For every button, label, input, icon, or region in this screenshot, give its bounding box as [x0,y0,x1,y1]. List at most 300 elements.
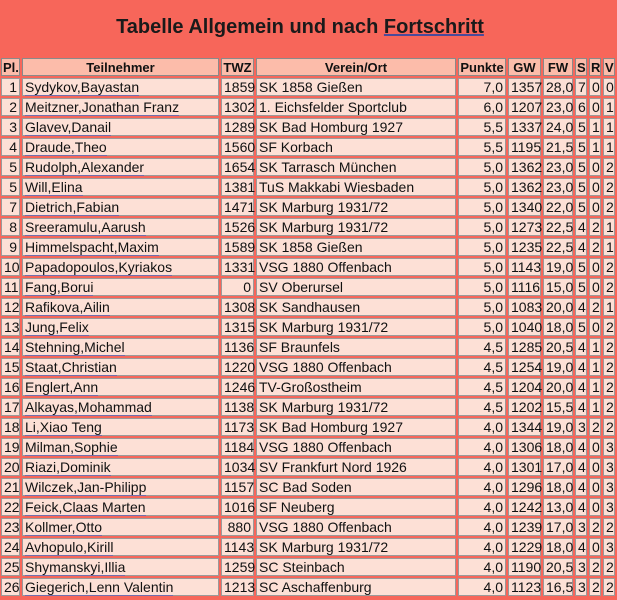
table-cell: SC Steinbach [256,558,456,576]
table-row [1,398,615,416]
table-cell: 0 [589,158,601,176]
table-cell: 4 [1,138,20,156]
table-cell: 22,5 [543,218,573,236]
table-cell: 25 [1,558,20,576]
table-cell: 1 [589,358,601,376]
player-name-cell [22,498,219,516]
table-cell: 1 [589,338,601,356]
player-name-cell [22,478,219,496]
table-cell: 10 [1,258,20,276]
table-cell: 4 [575,358,587,376]
table-cell: 4,0 [458,498,506,516]
table-cell: 2 [589,558,601,576]
table-cell: 1083 [508,298,541,316]
table-cell: 1471 [221,198,254,216]
table-cell: 12 [1,298,20,316]
table-cell: 16,5 [543,578,573,596]
player-name-cell [22,578,219,596]
table-cell: 22 [1,498,20,516]
column-header: Teilnehmer [22,58,219,76]
table-cell: 0 [589,538,601,556]
player-name-cell [22,158,219,176]
table-cell: 4 [575,338,587,356]
table-cell: 4 [575,298,587,316]
table-row [1,178,615,196]
table-cell: 5 [1,178,20,196]
table-cell: SK Marburg 1931/72 [256,198,456,216]
table-cell: 1306 [508,438,541,456]
table-cell: 0 [589,78,601,96]
table-cell: 0 [589,178,601,196]
table-cell: 1136 [221,338,254,356]
table-cell: 3 [575,578,587,596]
table-cell: SF Braunfels [256,338,456,356]
table-cell: 1 [603,238,615,256]
player-name-link[interactable]: Rudolph,Alexander [25,159,145,175]
table-cell: 2 [1,98,20,116]
table-row [1,478,615,496]
table-cell: 1589 [221,238,254,256]
table-cell: 2 [603,158,615,176]
table-cell: 3 [1,118,20,136]
table-cell: 4 [575,538,587,556]
player-name-link[interactable]: Shymanskyi,Illia [25,559,126,575]
table-cell: 4 [575,378,587,396]
player-name-link[interactable]: Kollmer,Otto [25,519,103,535]
table-cell: 4,0 [458,458,506,476]
table-row [1,258,615,276]
table-cell: 0 [589,258,601,276]
table-cell: 4 [575,458,587,476]
table-cell: 0 [221,278,254,296]
table-cell: 1654 [221,158,254,176]
table-cell: SK Sandhausen [256,298,456,316]
table-cell: 1 [589,118,601,136]
table-cell: 1285 [508,338,541,356]
table-cell: 15,5 [543,398,573,416]
table-cell: 4,5 [458,378,506,396]
table-cell: 20 [1,458,20,476]
table-cell: 4 [575,218,587,236]
table-cell: 9 [1,238,20,256]
table-cell: 1207 [508,98,541,116]
table-cell: 1 [603,98,615,116]
table-cell: 1344 [508,418,541,436]
table-row [1,238,615,256]
table-cell: 11 [1,278,20,296]
table-row [1,78,615,96]
player-name-cell [22,458,219,476]
table-cell: 5,0 [458,278,506,296]
table-cell: SK Bad Homburg 1927 [256,418,456,436]
table-cell: 1296 [508,478,541,496]
table-cell: 1204 [508,378,541,396]
table-cell: 22,5 [543,238,573,256]
player-name-link[interactable]: Fang,Borui [25,279,94,295]
table-cell: 2 [603,258,615,276]
table-cell: 23 [1,518,20,536]
player-name-link[interactable]: Englert,Ann [25,379,99,395]
table-cell: 5,5 [458,138,506,156]
table-cell: 0 [589,98,601,116]
table-cell: 4,0 [458,558,506,576]
table-cell: 1235 [508,238,541,256]
table-cell: 5 [575,198,587,216]
table-cell: 4,0 [458,538,506,556]
table-cell: 2 [603,398,615,416]
table-cell: 880 [221,518,254,536]
table-cell: 5 [1,158,20,176]
table-cell: 4,5 [458,398,506,416]
player-name-cell [22,258,219,276]
table-cell: 5,5 [458,118,506,136]
table-cell: SV Frankfurt Nord 1926 [256,458,456,476]
column-header: FW [543,58,573,76]
table-cell: 1337 [508,118,541,136]
table-cell: SC Bad Soden [256,478,456,496]
table-cell: 1340 [508,198,541,216]
table-cell: 3 [603,458,615,476]
table-cell: 1190 [508,558,541,576]
table-row [1,378,615,396]
player-name-link[interactable]: Sydykov,Bayastan [25,79,140,95]
table-cell: SF Korbach [256,138,456,156]
table-cell: 1143 [508,258,541,276]
column-header: Punkte [458,58,506,76]
player-name-cell [22,418,219,436]
table-cell: 2 [603,418,615,436]
table-cell: 0 [589,498,601,516]
table-cell: 13,0 [543,498,573,516]
table-row [1,98,615,116]
table-row [1,318,615,336]
table-cell: 0 [589,458,601,476]
table-cell: 1 [603,138,615,156]
table-cell: 1362 [508,178,541,196]
table-header-row [1,58,615,76]
table-cell: 18,0 [543,478,573,496]
table-cell: 5,0 [458,258,506,276]
player-name-cell [22,518,219,536]
table-row [1,198,615,216]
table-row [1,438,615,456]
table-cell: 5 [575,158,587,176]
table-row [1,278,615,296]
player-name-cell [22,298,219,316]
table-cell: 2 [603,278,615,296]
table-cell: 1195 [508,138,541,156]
table-cell: 4,0 [458,418,506,436]
page-title [0,0,600,54]
table-cell: 1. Eichsfelder Sportclub [256,98,456,116]
table-cell: 3 [603,538,615,556]
table-cell: 1016 [221,498,254,516]
table-cell: 2 [589,578,601,596]
table-cell: TuS Makkabi Wiesbaden [256,178,456,196]
table-cell: 19,0 [543,418,573,436]
fortschritt-link[interactable]: Fortschritt [383,16,484,38]
table-cell: 18 [1,418,20,436]
table-cell: 4 [575,398,587,416]
table-cell: 5,0 [458,218,506,236]
player-name-cell [22,398,219,416]
table-cell: 1034 [221,458,254,476]
player-name-cell [22,238,219,256]
table-cell: SC Aschaffenburg [256,578,456,596]
table-cell: 21,5 [543,138,573,156]
player-name-cell [22,338,219,356]
table-cell: 1302 [221,98,254,116]
table-cell: 1 [603,298,615,316]
player-name-link[interactable]: Staat,Christian [25,359,117,375]
table-cell: VSG 1880 Offenbach [256,438,456,456]
table-cell: SK Marburg 1931/72 [256,538,456,556]
table-cell: 0 [589,318,601,336]
column-header: GW [508,58,541,76]
table-cell: 1273 [508,218,541,236]
table-cell: SK Marburg 1931/72 [256,218,456,236]
table-cell: 3 [603,498,615,516]
player-name-cell [22,438,219,456]
table-cell: 3 [575,558,587,576]
table-cell: 1 [603,218,615,236]
table-cell: 5,0 [458,298,506,316]
table-cell: 4,0 [458,438,506,456]
player-name-link[interactable]: Milman,Sophie [25,439,118,455]
player-name-link[interactable]: Meitzner,Jonathan Franz [25,99,180,115]
table-cell: 1116 [508,278,541,296]
table-cell: 1220 [221,358,254,376]
table-cell: 1357 [508,78,541,96]
table-cell: 1289 [221,118,254,136]
table-cell: 1 [589,378,601,396]
table-row [1,518,615,536]
player-name-cell [22,378,219,396]
table-cell: 2 [603,558,615,576]
player-name-link[interactable]: Sreeramulu,Aarush [25,219,146,235]
table-cell: SK 1858 Gießen [256,238,456,256]
player-name-cell [22,218,219,236]
table-cell: 17,0 [543,518,573,536]
table-cell: SK Bad Homburg 1927 [256,118,456,136]
player-name-link[interactable]: Alkayas,Mohammad [25,399,152,415]
table-cell: 5,0 [458,178,506,196]
player-name-cell [22,318,219,336]
table-cell: 1 [603,118,615,136]
player-name-cell [22,198,219,216]
table-cell: 26 [1,578,20,596]
table-cell: 23,0 [543,178,573,196]
table-cell: 2 [589,238,601,256]
player-name-link[interactable]: Draude,Theo [25,139,107,155]
table-cell: 1259 [221,558,254,576]
table-cell: 1 [589,138,601,156]
table-cell: 4,5 [458,338,506,356]
table-cell: 5 [575,258,587,276]
player-name-cell [22,98,219,116]
player-name-cell [22,558,219,576]
table-cell: 2 [603,378,615,396]
table-cell: 1381 [221,178,254,196]
table-cell: 3 [575,418,587,436]
table-cell: 5 [575,118,587,136]
table-row [1,498,615,516]
table-cell: 1315 [221,318,254,336]
table-cell: 18,0 [543,438,573,456]
table-cell: 2 [603,518,615,536]
table-cell: 23,0 [543,158,573,176]
table-cell: 2 [589,298,601,316]
table-cell: 1123 [508,578,541,596]
table-cell: 1173 [221,418,254,436]
table-cell: SK 1858 Gießen [256,78,456,96]
table-cell: 4 [575,438,587,456]
table-cell: VSG 1880 Offenbach [256,258,456,276]
table-cell: 1362 [508,158,541,176]
table-cell: 3 [603,438,615,456]
table-cell: 20,0 [543,298,573,316]
player-name-link[interactable]: Riazi,Dominik [25,459,111,475]
table-cell: 20,5 [543,338,573,356]
table-cell: 7,0 [458,78,506,96]
player-name-link[interactable]: Rafikova,Ailin [25,299,110,315]
table-cell: SK Marburg 1931/72 [256,398,456,416]
table-cell: 13 [1,318,20,336]
table-cell: 7 [575,78,587,96]
table-cell: 8 [1,218,20,236]
table-cell: 18,0 [543,318,573,336]
table-cell: 2 [603,178,615,196]
table-cell: 1254 [508,358,541,376]
table-cell: 5,0 [458,318,506,336]
table-cell: 2 [589,218,601,236]
table-cell: 2 [603,318,615,336]
table-cell: 0 [589,478,601,496]
player-name-cell [22,278,219,296]
table-cell: 5 [575,178,587,196]
column-header: Pl. [3,59,19,75]
table-row [1,358,615,376]
player-name-link[interactable]: Jung,Felix [25,319,89,335]
player-name-link[interactable]: Stehning,Michel [25,339,125,355]
table-cell: 24,0 [543,118,573,136]
table-cell: 4,0 [458,478,506,496]
table-cell: 1242 [508,498,541,516]
column-header: TWZ [221,58,254,76]
table-cell: 5,0 [458,238,506,256]
table-cell: 1526 [221,218,254,236]
table-cell: 21 [1,478,20,496]
table-cell: 4 [575,238,587,256]
table-row [1,118,615,136]
standings-table-container [0,56,614,600]
player-name-cell [22,138,219,156]
table-cell: 20,5 [543,558,573,576]
table-cell: 16 [1,378,20,396]
table-cell: 5,0 [458,198,506,216]
player-name-link[interactable]: Avhopulo,Kirill [25,539,114,555]
table-cell: 1560 [221,138,254,156]
table-cell: TV-Großostheim [256,378,456,396]
player-name-link[interactable]: Feick,Claas Marten [25,499,146,515]
table-cell: 5 [575,278,587,296]
table-cell: 1331 [221,258,254,276]
player-name-cell [22,118,219,136]
player-name-link[interactable]: Dietrich,Fabian [25,199,120,215]
player-name-cell [22,358,219,376]
table-cell: 4,5 [458,358,506,376]
player-name-cell [22,538,219,556]
table-cell: 2 [603,578,615,596]
table-cell: 15 [1,358,20,376]
column-header: Verein/Ort [256,58,456,76]
table-row [1,138,615,156]
table-row [1,418,615,436]
table-cell: 1 [1,78,20,96]
table-cell: 1138 [221,398,254,416]
table-cell: 1308 [221,298,254,316]
table-row [1,298,615,316]
table-cell: 1040 [508,318,541,336]
table-cell: 1213 [221,578,254,596]
standings-table [0,56,617,598]
table-cell: VSG 1880 Offenbach [256,358,456,376]
table-row [1,558,615,576]
player-name-link[interactable]: Giegerich,Lenn Valentin [25,579,174,595]
table-row [1,158,615,176]
table-cell: 4,0 [458,578,506,596]
table-cell: SK Marburg 1931/72 [256,318,456,336]
table-cell: 7 [1,198,20,216]
table-body [1,78,615,596]
table-cell: 4 [575,478,587,496]
table-cell: 2 [589,518,601,536]
table-cell: 1157 [221,478,254,496]
table-cell: 5,0 [458,158,506,176]
table-cell: 14 [1,338,20,356]
table-cell: 22,0 [543,198,573,216]
table-cell: 2 [603,358,615,376]
player-name-link[interactable]: Li,Xiao Teng [25,419,102,435]
table-cell: 5 [575,138,587,156]
player-name-link[interactable]: Papadopoulos,Kyriakos [25,259,173,275]
table-cell: 1239 [508,518,541,536]
table-cell: 1301 [508,458,541,476]
table-cell: 5 [575,318,587,336]
table-row [1,218,615,236]
player-name-cell [22,178,219,196]
table-row [1,338,615,356]
table-row [1,538,615,556]
table-cell: 0 [589,278,601,296]
table-cell: 0 [589,198,601,216]
table-cell: 3 [575,518,587,536]
table-cell: SV Oberursel [256,278,456,296]
table-cell: 2 [603,338,615,356]
player-name-link[interactable]: Himmelspacht,Maxim [25,239,159,255]
table-cell: 1 [589,398,601,416]
table-cell: 4 [575,498,587,516]
player-name-link[interactable]: Glavev,Danail [25,119,112,135]
table-cell: SK Tarrasch München [256,158,456,176]
table-cell: 19 [1,438,20,456]
table-cell: VSG 1880 Offenbach [256,518,456,536]
player-name-link[interactable]: Will,Elina [25,179,83,195]
table-cell: 1246 [221,378,254,396]
table-cell: 17,0 [543,458,573,476]
player-name-cell [22,78,219,96]
player-name-link[interactable]: Wilczek,Jan-Philipp [25,479,147,495]
